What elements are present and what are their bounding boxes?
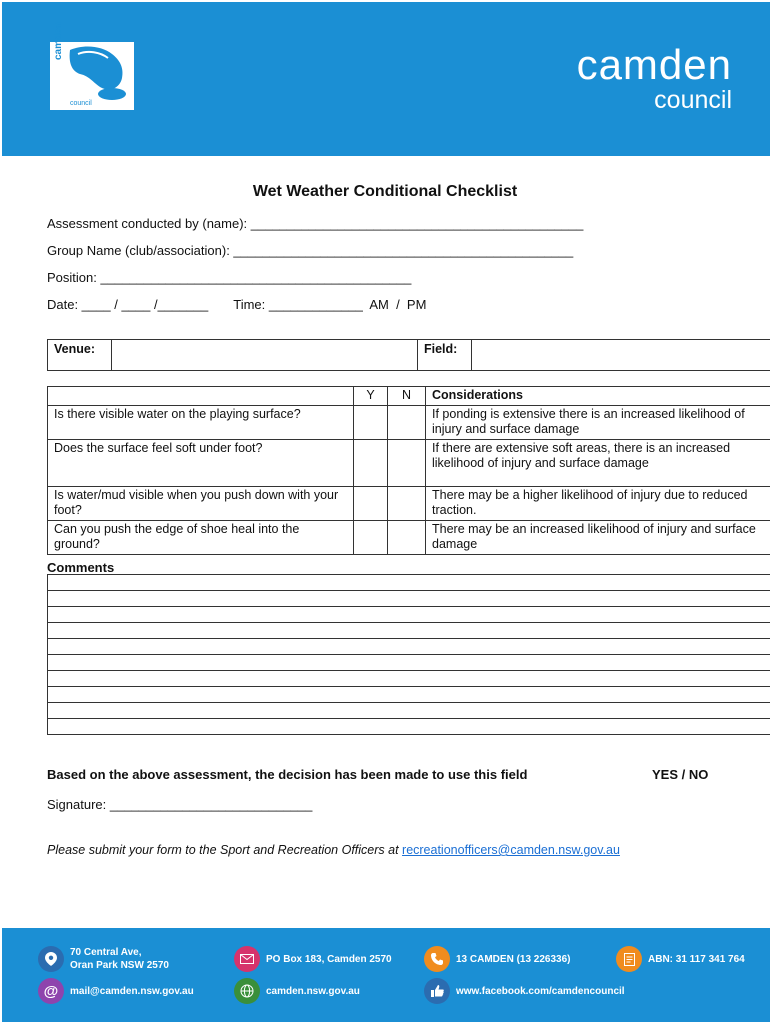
venue-input[interactable]	[112, 340, 418, 371]
consideration-cell: If ponding is extensive there is an increased likelihood of injury and surface damage	[426, 405, 770, 439]
header-y: Y	[354, 387, 388, 406]
submit-text: Please submit your form to the Sport and Recreation Officers at	[47, 843, 403, 857]
comment-line[interactable]	[48, 639, 770, 655]
n-checkbox-cell[interactable]	[388, 439, 426, 486]
footer-facebook	[424, 978, 625, 1004]
header-considerations: Considerations	[426, 387, 770, 406]
header-n: N	[388, 387, 426, 406]
y-checkbox-cell[interactable]	[354, 486, 388, 520]
globe-icon	[234, 978, 260, 1004]
question-cell: Can you push the edge of shoe heal into the ground?	[48, 520, 354, 554]
y-checkbox-cell[interactable]	[354, 405, 388, 439]
decision-statement: Based on the above assessment, the decision has been made to use this field	[47, 767, 528, 782]
facebook-text[interactable]: www.facebook.com/camdencouncil	[456, 985, 625, 997]
date-time-field[interactable]: Date: ____ / ____ /_______ Time: _____________ AM / PM	[47, 297, 427, 312]
phone-text: 13 CAMDEN (13 226336)	[456, 953, 571, 965]
council-logo	[50, 22, 134, 110]
question-cell: Does the surface feel soft under foot?	[48, 439, 354, 486]
n-checkbox-cell[interactable]	[388, 520, 426, 554]
y-checkbox-cell[interactable]	[354, 439, 388, 486]
field-label: Field:	[418, 340, 472, 371]
comment-line[interactable]	[48, 607, 770, 623]
consideration-cell: There may be an increased likelihood of injury and surface damage	[426, 520, 770, 554]
comment-line[interactable]	[48, 687, 770, 703]
header-blank	[48, 387, 354, 406]
location-pin-icon	[38, 946, 64, 972]
checklist-table	[47, 386, 770, 555]
footer-banner	[2, 928, 770, 1022]
abn-text: ABN: 31 117 341 764	[648, 953, 745, 965]
brand-line-camden: camden	[576, 41, 732, 88]
comments-label: Comments	[47, 560, 115, 575]
assessment-field[interactable]: Assessment conducted by (name): ______________________________________________	[47, 216, 584, 231]
email-text[interactable]: mail@camden.nsw.gov.au	[70, 985, 194, 997]
page-title: Wet Weather Conditional Checklist	[252, 183, 518, 200]
consideration-cell: There may be a higher likelihood of injury due to reduced traction.	[426, 486, 770, 520]
table-row	[48, 520, 770, 554]
comment-line[interactable]	[48, 655, 770, 671]
brand-line-council: council	[654, 86, 732, 114]
footer-email	[38, 978, 194, 1004]
y-checkbox-cell[interactable]	[354, 520, 388, 554]
group-name-field[interactable]: Group Name (club/association): _______________________________________________	[47, 243, 574, 258]
footer-website	[234, 978, 360, 1004]
venue-label: Venue:	[48, 340, 112, 371]
comment-line[interactable]	[48, 671, 770, 687]
table-row	[48, 486, 770, 520]
venue-table	[47, 339, 770, 371]
logo-text-council: council	[70, 100, 92, 107]
at-sign-icon: @	[38, 978, 64, 1004]
n-checkbox-cell[interactable]	[388, 486, 426, 520]
address-line1: 70 Central Ave,	[70, 947, 142, 958]
table-row	[48, 405, 770, 439]
consideration-cell: If there are extensive soft areas, there is an increased likelihood of injury and surface damage	[426, 439, 770, 486]
comment-line[interactable]	[48, 575, 770, 591]
comment-line[interactable]	[48, 591, 770, 607]
comment-line[interactable]	[48, 623, 770, 639]
header-banner	[2, 2, 770, 156]
footer-phone	[424, 946, 571, 972]
brand-wordmark	[576, 41, 732, 114]
email-link[interactable]: recreationofficers@camden.nsw.gov.au	[402, 843, 620, 857]
comment-line[interactable]	[48, 719, 770, 735]
document-icon	[616, 946, 642, 972]
comments-box[interactable]	[47, 574, 770, 735]
address-line2: Oran Park NSW 2570	[70, 960, 169, 971]
n-checkbox-cell[interactable]	[388, 405, 426, 439]
mail-envelope-icon	[234, 946, 260, 972]
table-row	[48, 439, 770, 486]
position-field[interactable]: Position: ___________________________________________	[47, 270, 412, 285]
field-input[interactable]	[472, 340, 770, 371]
signature-field[interactable]: Signature: ____________________________	[47, 797, 313, 812]
comment-line[interactable]	[48, 703, 770, 719]
footer-po-box	[234, 946, 392, 972]
footer-abn	[616, 946, 745, 972]
po-box-text: PO Box 183, Camden 2570	[266, 953, 392, 965]
website-text[interactable]: camden.nsw.gov.au	[266, 985, 360, 997]
logo-text-camden: camden	[53, 22, 64, 60]
footer-address	[38, 946, 169, 972]
phone-icon	[424, 946, 450, 972]
question-cell: Is there visible water on the playing surface?	[48, 405, 354, 439]
decision-options[interactable]: YES / NO	[652, 767, 709, 782]
submit-instructions	[47, 843, 620, 857]
thumbs-up-icon	[424, 978, 450, 1004]
question-cell: Is water/mud visible when you push down with your foot?	[48, 486, 354, 520]
